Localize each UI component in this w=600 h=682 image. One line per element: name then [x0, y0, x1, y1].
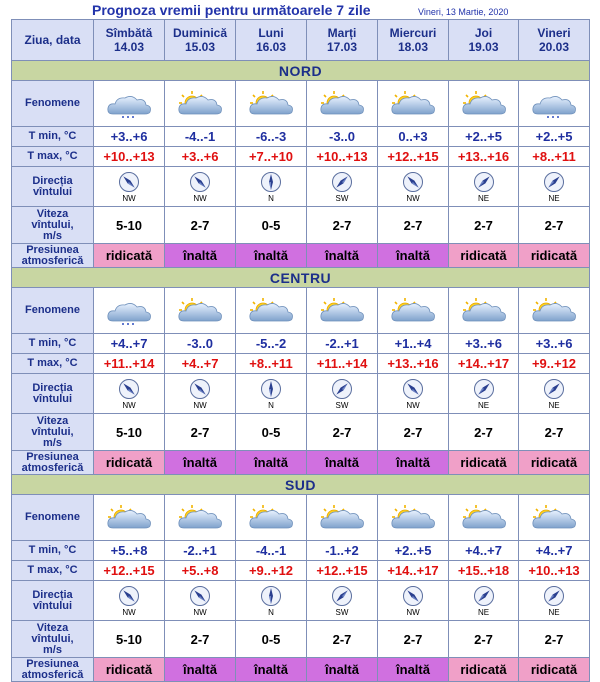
phenomena-cell — [519, 81, 590, 127]
partly-cloudy-icon — [387, 503, 439, 533]
day-header — [307, 20, 378, 61]
wind-direction-arrow-icon — [118, 171, 140, 193]
phenomena-cell — [307, 81, 378, 127]
tmin-value: +3..+6 — [519, 334, 590, 354]
day-header — [165, 20, 236, 61]
wind-direction-arrow-icon — [260, 171, 282, 193]
pressure-label — [12, 244, 94, 268]
tmin-label — [12, 127, 94, 147]
wind-direction-text: NE — [548, 400, 560, 410]
wind-direction-text: SW — [335, 400, 349, 410]
wind-direction-label — [12, 374, 94, 414]
tmax-value: +8..+11 — [519, 147, 590, 167]
wind-direction-arrow-icon — [189, 378, 211, 400]
day-header — [94, 20, 165, 61]
partly-cloudy-icon — [316, 296, 368, 326]
wind-speed-value: 0-5 — [236, 621, 307, 658]
wind-speed-value: 2-7 — [378, 621, 449, 658]
wind-direction-arrow-icon — [118, 585, 140, 607]
wind-speed-row — [12, 207, 590, 244]
wind-direction-text: NE — [477, 193, 490, 203]
wind-direction-arrow-icon — [331, 378, 353, 400]
phenomena-cell — [378, 288, 449, 334]
tmax-value: +12..+15 — [307, 561, 378, 581]
pressure-value: înaltă — [378, 658, 449, 682]
wind-speed-value: 2-7 — [165, 207, 236, 244]
tmin-value: -4..-1 — [165, 127, 236, 147]
wind-direction-arrow-icon — [402, 171, 424, 193]
tmax-value: +10..+13 — [94, 147, 165, 167]
tmin-label — [12, 334, 94, 354]
pressure-value: ridicată — [519, 451, 590, 475]
wind-speed-value: 2-7 — [165, 414, 236, 451]
tmin-value: -4..-1 — [236, 541, 307, 561]
partly-cloudy-icon — [103, 503, 155, 533]
tmax-value: +10..+13 — [519, 561, 590, 581]
region-row — [12, 61, 590, 81]
pressure-label-text: atmosferică — [21, 461, 84, 474]
wind-direction-cell — [378, 581, 449, 621]
wind-direction-cell — [94, 581, 165, 621]
tmin-value: +2..+5 — [519, 127, 590, 147]
wind-direction-text: NW — [122, 607, 136, 617]
tmax-row — [12, 147, 590, 167]
phenomena-cell — [449, 495, 519, 541]
cloud-snow-icon — [528, 89, 580, 119]
wind-speed-value: 2-7 — [307, 207, 378, 244]
pressure-value: înaltă — [378, 244, 449, 268]
wind-direction-arrow-icon — [473, 585, 495, 607]
region-name: CENTRU — [12, 268, 590, 288]
wind-speed-value: 2-7 — [449, 414, 519, 451]
partly-cloudy-icon — [316, 89, 368, 119]
wind-speed-value: 5-10 — [94, 414, 165, 451]
phenomena-cell — [519, 495, 590, 541]
partly-cloudy-icon — [245, 296, 297, 326]
tmax-label — [12, 147, 94, 167]
tmax-value: +5..+8 — [165, 561, 236, 581]
wind-speed-value: 2-7 — [449, 621, 519, 658]
partly-cloudy-icon — [458, 503, 510, 533]
pressure-label — [12, 451, 94, 475]
wind-direction-label — [12, 581, 94, 621]
wind-direction-cell — [307, 581, 378, 621]
region-row — [12, 268, 590, 288]
wind-direction-arrow-icon — [331, 171, 353, 193]
tmax-label-text: T max, °C — [27, 150, 78, 162]
tmin-label — [12, 541, 94, 561]
wind-direction-label-text: Direcția — [32, 381, 73, 394]
cloud-snow-icon — [103, 296, 155, 326]
wind-speed-value: 5-10 — [94, 207, 165, 244]
tmax-value: +3..+6 — [165, 147, 236, 167]
tmax-row — [12, 561, 590, 581]
day-date: 15.03 — [184, 40, 216, 54]
pressure-value: înaltă — [165, 658, 236, 682]
partly-cloudy-icon — [387, 89, 439, 119]
tmin-value: +2..+5 — [449, 127, 519, 147]
day-name: Joi — [474, 26, 493, 40]
wind-direction-label-text: vîntului — [32, 599, 73, 612]
tmax-label — [12, 561, 94, 581]
tmin-value: -3..0 — [165, 334, 236, 354]
tmin-value: -1..+2 — [307, 541, 378, 561]
wind-direction-label-text: vîntului — [32, 392, 73, 405]
wind-direction-text: N — [268, 400, 274, 410]
day-header — [449, 20, 519, 61]
tmin-label-text: T min, °C — [28, 544, 77, 556]
wind-direction-arrow-icon — [189, 585, 211, 607]
tmin-value: +2..+5 — [378, 541, 449, 561]
wind-direction-cell — [236, 374, 307, 414]
tmin-value: +4..+7 — [519, 541, 590, 561]
pressure-value: înaltă — [378, 451, 449, 475]
wind-direction-cell — [165, 374, 236, 414]
phenomena-label — [12, 288, 94, 334]
pressure-value: ridicată — [519, 658, 590, 682]
phenomena-cell — [378, 81, 449, 127]
region-row — [12, 475, 590, 495]
pressure-row — [12, 244, 590, 268]
wind-direction-arrow-icon — [260, 585, 282, 607]
wind-speed-value: 2-7 — [307, 414, 378, 451]
day-name: Marți — [327, 26, 357, 40]
tmin-value: +4..+7 — [449, 541, 519, 561]
day-date: 16.03 — [255, 40, 287, 54]
wind-speed-label — [12, 414, 94, 451]
pressure-label — [12, 658, 94, 682]
wind-direction-text: N — [268, 193, 274, 203]
pressure-value: înaltă — [236, 658, 307, 682]
wind-direction-cell — [307, 167, 378, 207]
phenomena-row — [12, 495, 590, 541]
header-label: Ziua, data — [12, 20, 94, 61]
day-name: Miercuri — [389, 26, 437, 40]
wind-direction-arrow-icon — [189, 171, 211, 193]
wind-direction-text: NW — [406, 400, 420, 410]
wind-direction-row — [12, 581, 590, 621]
pressure-value: ridicată — [449, 244, 519, 268]
tmin-row — [12, 541, 590, 561]
wind-direction-arrow-icon — [118, 378, 140, 400]
page-title: Prognoza vremii pentru următoarele 7 zile — [92, 2, 371, 18]
day-name: Sîmbătă — [105, 26, 153, 40]
tmin-value: -2..+1 — [307, 334, 378, 354]
day-date: 19.03 — [468, 40, 499, 54]
tmax-value: +13..+16 — [378, 354, 449, 374]
phenomena-cell — [94, 495, 165, 541]
tmax-value: +9..+12 — [236, 561, 307, 581]
phenomena-label-text: Fenomene — [24, 304, 80, 316]
wind-speed-row — [12, 621, 590, 658]
phenomena-cell — [449, 288, 519, 334]
pressure-value: înaltă — [236, 244, 307, 268]
wind-direction-text: NE — [477, 400, 490, 410]
tmax-label — [12, 354, 94, 374]
wind-direction-label — [12, 167, 94, 207]
tmax-value: +11..+14 — [307, 354, 378, 374]
pressure-value: înaltă — [236, 451, 307, 475]
pressure-value: înaltă — [307, 451, 378, 475]
phenomena-cell — [165, 81, 236, 127]
tmax-value: +12..+15 — [378, 147, 449, 167]
wind-direction-text: NW — [406, 607, 420, 617]
wind-direction-cell — [519, 167, 590, 207]
issue-date: Vineri, 13 Martie, 2020 — [418, 7, 509, 17]
wind-speed-value: 2-7 — [165, 621, 236, 658]
wind-speed-value: 2-7 — [519, 207, 590, 244]
day-header — [236, 20, 307, 61]
wind-direction-cell — [236, 581, 307, 621]
wind-speed-value: 5-10 — [94, 621, 165, 658]
wind-speed-label-text: vîntului, — [31, 218, 74, 231]
phenomena-row — [12, 288, 590, 334]
wind-direction-arrow-icon — [402, 378, 424, 400]
region-name: SUD — [12, 475, 590, 495]
wind-speed-value: 2-7 — [449, 207, 519, 244]
pressure-value: ridicată — [94, 451, 165, 475]
wind-speed-label-text: m/s — [43, 643, 62, 656]
wind-direction-cell — [94, 374, 165, 414]
wind-direction-text: NE — [548, 193, 560, 203]
phenomena-cell — [307, 288, 378, 334]
wind-direction-cell — [165, 581, 236, 621]
tmax-value: +7..+10 — [236, 147, 307, 167]
wind-direction-cell — [519, 581, 590, 621]
phenomena-row — [12, 81, 590, 127]
tmin-value: +3..+6 — [449, 334, 519, 354]
pressure-row — [12, 658, 590, 682]
wind-speed-value: 2-7 — [519, 414, 590, 451]
wind-speed-label-text: m/s — [43, 229, 62, 242]
tmax-label-text: T max, °C — [27, 564, 78, 576]
partly-cloudy-icon — [174, 89, 226, 119]
wind-direction-text: NW — [193, 607, 207, 617]
pressure-value: înaltă — [165, 451, 236, 475]
day-header — [519, 20, 590, 61]
wind-direction-text: N — [268, 607, 274, 617]
wind-direction-cell — [519, 374, 590, 414]
tmax-value: +8..+11 — [236, 354, 307, 374]
wind-speed-label-text: Viteza — [36, 414, 69, 427]
tmin-value: -6..-3 — [236, 127, 307, 147]
wind-speed-value: 2-7 — [378, 414, 449, 451]
phenomena-cell — [307, 495, 378, 541]
wind-direction-arrow-icon — [473, 171, 495, 193]
wind-direction-text: NW — [406, 193, 420, 203]
wind-speed-label-text: m/s — [43, 436, 62, 449]
wind-speed-label — [12, 621, 94, 658]
region-name: NORD — [12, 61, 590, 81]
tmax-value: +4..+7 — [165, 354, 236, 374]
pressure-value: înaltă — [307, 658, 378, 682]
tmax-value: +12..+15 — [94, 561, 165, 581]
pressure-label-text: Presiunea — [26, 243, 79, 256]
partly-cloudy-icon — [387, 296, 439, 326]
wind-direction-arrow-icon — [260, 378, 282, 400]
wind-direction-label-text: Direcția — [32, 588, 73, 601]
wind-direction-arrow-icon — [331, 585, 353, 607]
day-name: Luni — [258, 26, 284, 40]
phenomena-label — [12, 495, 94, 541]
tmax-label-text: T max, °C — [27, 357, 78, 369]
wind-speed-value: 2-7 — [307, 621, 378, 658]
wind-speed-label-text: Viteza — [36, 621, 69, 634]
tmax-value: +13..+16 — [449, 147, 519, 167]
day-date: 14.03 — [113, 40, 145, 54]
tmax-value: +10..+13 — [307, 147, 378, 167]
wind-direction-text: NW — [193, 193, 207, 203]
wind-speed-value: 0-5 — [236, 414, 307, 451]
pressure-value: înaltă — [165, 244, 236, 268]
phenomena-cell — [165, 495, 236, 541]
tmax-value: +14..+17 — [449, 354, 519, 374]
phenomena-cell — [236, 288, 307, 334]
partly-cloudy-icon — [528, 503, 580, 533]
tmin-value: +4..+7 — [94, 334, 165, 354]
partly-cloudy-icon — [528, 296, 580, 326]
tmin-value: -3..0 — [307, 127, 378, 147]
pressure-value: ridicată — [519, 244, 590, 268]
partly-cloudy-icon — [316, 503, 368, 533]
wind-direction-cell — [449, 374, 519, 414]
wind-direction-text: NW — [193, 400, 207, 410]
day-name: Duminică — [172, 26, 227, 40]
phenomena-cell — [94, 81, 165, 127]
header-row — [12, 20, 590, 61]
tmax-row — [12, 354, 590, 374]
wind-direction-text: NW — [122, 193, 136, 203]
wind-speed-label-text: Viteza — [36, 207, 69, 220]
pressure-label-text: atmosferică — [21, 668, 84, 681]
tmax-value: +9..+12 — [519, 354, 590, 374]
tmin-value: +5..+8 — [94, 541, 165, 561]
partly-cloudy-icon — [174, 296, 226, 326]
wind-direction-cell — [307, 374, 378, 414]
wind-direction-arrow-icon — [473, 378, 495, 400]
forecast-table — [11, 19, 590, 682]
tmin-label-text: T min, °C — [28, 130, 77, 142]
phenomena-cell — [94, 288, 165, 334]
wind-direction-text: SW — [335, 607, 349, 617]
wind-direction-arrow-icon — [543, 378, 565, 400]
day-date: 20.03 — [538, 40, 570, 54]
wind-speed-value: 2-7 — [519, 621, 590, 658]
phenomena-cell — [165, 288, 236, 334]
pressure-label-text: Presiunea — [26, 657, 79, 670]
partly-cloudy-icon — [245, 503, 297, 533]
wind-direction-arrow-icon — [543, 171, 565, 193]
tmax-value: +14..+17 — [378, 561, 449, 581]
pressure-value: ridicată — [449, 658, 519, 682]
wind-direction-row — [12, 374, 590, 414]
tmin-value: 0..+3 — [378, 127, 449, 147]
phenomena-cell — [236, 81, 307, 127]
wind-speed-label — [12, 207, 94, 244]
wind-speed-value: 2-7 — [378, 207, 449, 244]
phenomena-cell — [449, 81, 519, 127]
pressure-value: ridicată — [94, 244, 165, 268]
wind-direction-cell — [378, 167, 449, 207]
pressure-value: ridicată — [449, 451, 519, 475]
tmax-value: +11..+14 — [94, 354, 165, 374]
wind-direction-cell — [236, 167, 307, 207]
pressure-row — [12, 451, 590, 475]
day-name: Vineri — [537, 26, 571, 40]
day-date: 18.03 — [397, 40, 429, 54]
partly-cloudy-icon — [458, 296, 510, 326]
tmin-value: +3..+6 — [94, 127, 165, 147]
tmin-label-text: T min, °C — [28, 337, 77, 349]
wind-direction-cell — [449, 581, 519, 621]
tmin-value: -2..+1 — [165, 541, 236, 561]
phenomena-cell — [236, 495, 307, 541]
tmin-value: +1..+4 — [378, 334, 449, 354]
pressure-label-text: Presiunea — [26, 450, 79, 463]
wind-speed-label-text: vîntului, — [31, 632, 74, 645]
phenomena-cell — [519, 288, 590, 334]
wind-direction-label-text: Direcția — [32, 174, 73, 187]
cloud-snow-icon — [103, 89, 155, 119]
tmin-value: -5..-2 — [236, 334, 307, 354]
phenomena-label — [12, 81, 94, 127]
wind-direction-text: SW — [335, 193, 349, 203]
tmax-value: +15..+18 — [449, 561, 519, 581]
partly-cloudy-icon — [174, 503, 226, 533]
tmin-row — [12, 334, 590, 354]
pressure-value: înaltă — [307, 244, 378, 268]
day-header — [378, 20, 449, 61]
wind-speed-label-text: vîntului, — [31, 425, 74, 438]
wind-direction-arrow-icon — [402, 585, 424, 607]
wind-direction-label-text: vîntului — [32, 185, 73, 198]
pressure-value: ridicată — [94, 658, 165, 682]
wind-speed-row — [12, 414, 590, 451]
wind-direction-cell — [94, 167, 165, 207]
pressure-label-text: atmosferică — [21, 254, 84, 267]
wind-direction-cell — [378, 374, 449, 414]
wind-direction-row — [12, 167, 590, 207]
phenomena-label-text: Fenomene — [24, 511, 80, 523]
wind-speed-value: 0-5 — [236, 207, 307, 244]
phenomena-label-text: Fenomene — [24, 97, 80, 109]
partly-cloudy-icon — [458, 89, 510, 119]
partly-cloudy-icon — [245, 89, 297, 119]
tmin-row — [12, 127, 590, 147]
wind-direction-cell — [449, 167, 519, 207]
wind-direction-text: NE — [548, 607, 560, 617]
wind-direction-cell — [165, 167, 236, 207]
wind-direction-arrow-icon — [543, 585, 565, 607]
day-date: 17.03 — [326, 40, 358, 54]
wind-direction-text: NE — [477, 607, 490, 617]
phenomena-cell — [378, 495, 449, 541]
wind-direction-text: NW — [122, 400, 136, 410]
page-header — [0, 0, 600, 20]
